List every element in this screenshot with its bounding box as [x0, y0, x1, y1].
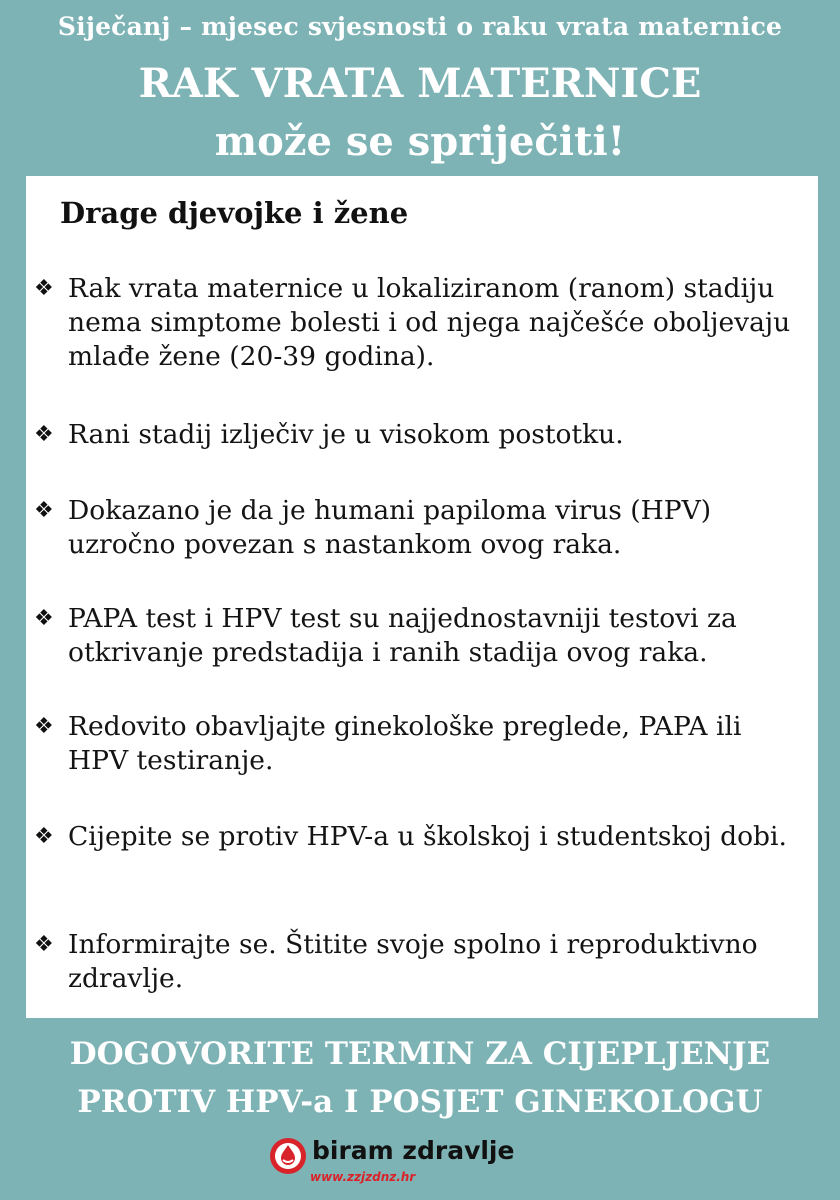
list-item	[34, 494, 809, 562]
diamond-bullet-icon: ❖	[34, 824, 54, 849]
list-item	[34, 710, 809, 778]
headline-line-1: RAK VRATA MATERNICE	[138, 60, 702, 107]
list-item-text: Rani stadij izlječiv je u visokom postotku.	[68, 419, 624, 450]
cta-line-1: DOGOVORITE TERMIN ZA CIJEPLJENJE	[69, 1036, 771, 1072]
list-item-text: Cijepite se protiv HPV-a u školskoj i studentskoj dobi.	[68, 821, 787, 852]
diamond-bullet-icon: ❖	[34, 498, 54, 523]
heart-drop-logo-icon	[268, 1136, 308, 1176]
diamond-bullet-icon: ❖	[34, 606, 54, 631]
list-item	[34, 418, 809, 452]
diamond-bullet-icon: ❖	[34, 932, 54, 957]
campaign-subtitle: Siječanj – mjesec svjesnosti o raku vrata maternice	[57, 12, 783, 41]
list-item-text: Dokazano je da je humani papiloma virus (HPV) uzročno povezan s nastankom ovog raka.	[68, 495, 712, 560]
headline-line-2: može se spriječiti!	[214, 118, 626, 165]
info-panel	[26, 176, 818, 1018]
diamond-bullet-icon: ❖	[34, 422, 54, 447]
list-item	[34, 928, 809, 996]
list-item	[34, 272, 809, 374]
biram-zdravlje-logo[interactable]	[268, 1134, 538, 1190]
list-item-text: Informirajte se. Štitite svoje spolno i reproduktivno zdravlje.	[68, 929, 758, 994]
logo-text: biram zdravlje	[312, 1136, 515, 1165]
cta-line-2: PROTIV HPV-a I POSJET GINEKOLOGU	[77, 1084, 763, 1120]
list-item	[34, 602, 809, 670]
diamond-bullet-icon: ❖	[34, 714, 54, 739]
diamond-bullet-icon: ❖	[34, 276, 54, 301]
panel-greeting: Drage djevojke i žene	[60, 196, 409, 230]
list-item-text: Redovito obavljajte ginekološke preglede, PAPA ili HPV testiranje.	[68, 711, 742, 776]
list-item-text: Rak vrata maternice u lokaliziranom (ranom) stadiju nema simptome bolesti i od njega najčešće oboljevaju mlađe žene (20-39 godina).	[68, 273, 791, 372]
website-link[interactable]: www.zzjzdnz.hr	[310, 1170, 416, 1184]
list-item	[34, 820, 809, 854]
list-item-text: PAPA test i HPV test su najjednostavniji testovi za otkrivanje predstadija i ranih stadija ovog raka.	[68, 603, 737, 668]
